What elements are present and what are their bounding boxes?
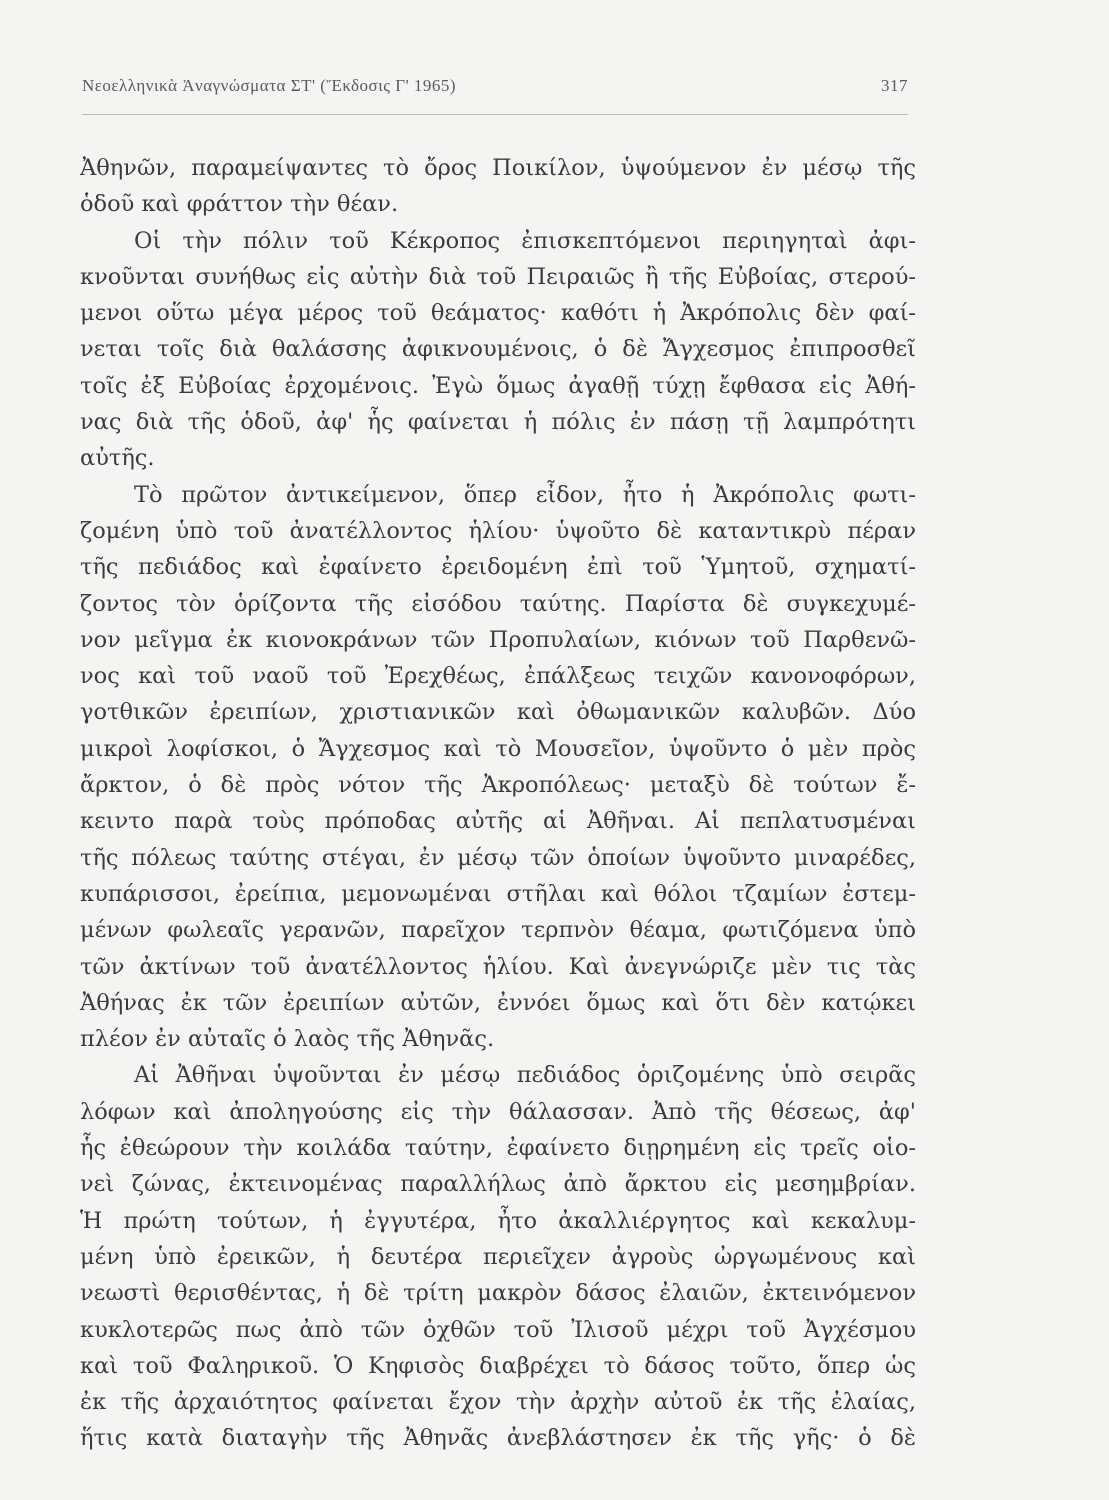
text-line: τῆς πεδιάδος καὶ ἐφαίνετο ἐρειδομένη ἐπὶ τοῦ Ὑμητοῦ, σχηματί- (80, 554, 916, 581)
paragraph-start-line: Τὸ πρῶτον ἀντικείμενον, ὅπερ εἶδον, ἦτο ἡ Ἀκρόπολις φωτι- (134, 481, 916, 508)
text-line: τοῖς ἐξ Εὐβοίας ἐρχομένοις. Ἐγὼ ὅμως ἀγαθῇ τύχῃ ἔφθασα εἰς Ἀθή- (80, 372, 916, 399)
text-line: ἄρκτον, ὁ δὲ πρὸς νότον τῆς Ἀκροπόλεως· μεταξὺ δὲ τούτων ἔ- (80, 772, 916, 799)
text-line: κυπάρισσοι, ἐρείπια, μεμονωμέναι στῆλαι καὶ θόλοι τζαμίων ἐστεμ- (80, 880, 916, 907)
text-line: νον μεῖγμα ἐκ κιονοκράνων τῶν Προπυλαίων, κιόνων τοῦ Παρθενῶ- (80, 626, 916, 653)
text-line: μένη ὑπὸ ἐρεικῶν, ἡ δευτέρα περιεῖχεν ἀγροὺς ὠργωμένους καὶ (80, 1243, 916, 1270)
text-line: γοτθικῶν ἐρειπίων, χριστιανικῶν καὶ ὀθωμανικῶν καλυβῶν. Δύο (80, 699, 916, 726)
text-line: νεται τοῖς διὰ θαλάσσης ἀφικνουμένοις, ὁ δὲ Ἄγχεσμος ἐπιπροσθεῖ (80, 336, 916, 363)
text-line: νεωστὶ θερισθέντας, ἡ δὲ τρίτη μακρὸν δάσος ἐλαιῶν, ἐκτεινόμενον (80, 1280, 916, 1307)
text-line: Ἀθήνας ἐκ τῶν ἐρειπίων αὐτῶν, ἐννόει ὅμως καὶ ὅτι δὲν κατῴκει (80, 989, 916, 1016)
text-line: νας διὰ τῆς ὁδοῦ, ἀφ' ἧς φαίνεται ἡ πόλις ἐν πάσῃ τῇ λαμπρότητι (80, 409, 916, 436)
text-line: Ἀθηνῶν, παραμείψαντες τὸ ὄρος Ποικίλον, ὑψούμενον ἐν μέσῳ τῆς (80, 155, 916, 181)
text-line: ζομένη ὑπὸ τοῦ ἀνατέλλοντος ἡλίου· ὑψοῦτο δὲ καταντικρὺ πέραν (80, 517, 916, 544)
text-line: κνοῦνται συνήθως εἰς αὐτὴν διὰ τοῦ Πειραιῶς ἢ τῆς Εὐβοίας, στερού- (80, 263, 916, 290)
running-head (82, 76, 908, 102)
text-line: νεὶ ζώνας, ἐκτεινομένας παραλλήλως ἀπὸ ἄρκτου εἰς μεσημβρίαν. (80, 1171, 916, 1198)
text-line: ἐκ τῆς ἀρχαιότητος φαίνεται ἔχον τὴν ἀρχὴν αὐτοῦ ἐκ τῆς ἐλαίας, (80, 1389, 916, 1416)
text-line: τῆς πόλεως ταύτης στέγαι, ἐν μέσῳ τῶν ὁποίων ὑψοῦντο μιναρέδες, (80, 844, 916, 871)
text-line: Ἡ πρώτη τούτων, ἡ ἐγγυτέρα, ἦτο ἀκαλλιέργητος καὶ κεκαλυμ- (80, 1207, 916, 1234)
page-number: 317 (881, 76, 908, 95)
text-line: ζοντος τὸν ὁρίζοντα τῆς εἰσόδου ταύτης. Παρίστα δὲ συγκεχυμέ- (80, 590, 916, 617)
text-line: λόφων καὶ ἀποληγούσης εἰς τὴν θάλασσαν. Ἀπὸ τῆς θέσεως, ἀφ' (80, 1098, 916, 1125)
text-line: ὁδοῦ καὶ φράττον τὴν θέαν. (80, 191, 399, 218)
paragraph-start-line: Οἱ τὴν πόλιν τοῦ Κέκροπος ἐπισκεπτόμενοι περιηγηταὶ ἀφι- (134, 227, 916, 254)
text-line: μενοι οὕτω μέγα μέρος τοῦ θεάματος· καθότι ἡ Ἀκρόπολις δὲν φαί- (80, 300, 916, 327)
text-line: ἥτις κατὰ διαταγὴν τῆς Ἀθηνᾶς ἀνεβλάστησεν ἐκ τῆς γῆς· ὁ δὲ (80, 1425, 916, 1452)
text-line: αὐτῆς. (80, 445, 155, 472)
text-line: ἧς ἐθεώρουν τὴν κοιλάδα ταύτην, ἐφαίνετο διῃρημένη εἰς τρεῖς οἱο- (80, 1135, 916, 1162)
text-line: πλέον ἐν αὐταῖς ὁ λαὸς τῆς Ἀθηνᾶς. (80, 1026, 495, 1053)
body-text (80, 150, 916, 1457)
text-line: νος καὶ τοῦ ναοῦ τοῦ Ἐρεχθέως, ἐπάλξεως τειχῶν κανονοφόρων, (80, 663, 916, 690)
text-line: τῶν ἀκτίνων τοῦ ἀνατέλλοντος ἡλίου. Καὶ ἀνεγνώριζε μὲν τις τὰς (80, 953, 916, 980)
text-line: μένων φωλεαῖς γερανῶν, παρεῖχον τερπνὸν θέαμα, φωτιζόμενα ὑπὸ (80, 917, 916, 944)
running-head-title: Νεοελληνικὰ Ἀναγνώσματα ΣΤ' (Ἔκδοσις Γ' 1965) (82, 76, 457, 95)
text-line: κυκλοτερῶς πως ἀπὸ τῶν ὀχθῶν τοῦ Ἰλισοῦ μέχρι τοῦ Ἀγχέσμου (80, 1316, 916, 1343)
text-line: μικροὶ λοφίσκοι, ὁ Ἄγχεσμος καὶ τὸ Μουσεῖον, ὑψοῦντο ὁ μὲν πρὸς (80, 735, 916, 762)
header-rule (82, 114, 908, 115)
text-line: κειντο παρὰ τοὺς πρόποδας αὐτῆς αἱ Ἀθῆναι. Αἱ πεπλατυσμέναι (80, 808, 916, 835)
paragraph-start-line: Αἱ Ἀθῆναι ὑψοῦνται ἐν μέσῳ πεδιάδος ὁριζομένης ὑπὸ σειρᾶς (134, 1062, 916, 1089)
text-line: καὶ τοῦ Φαληρικοῦ. Ὁ Κηφισὸς διαβρέχει τὸ δάσος τοῦτο, ὅπερ ὡς (80, 1352, 916, 1379)
